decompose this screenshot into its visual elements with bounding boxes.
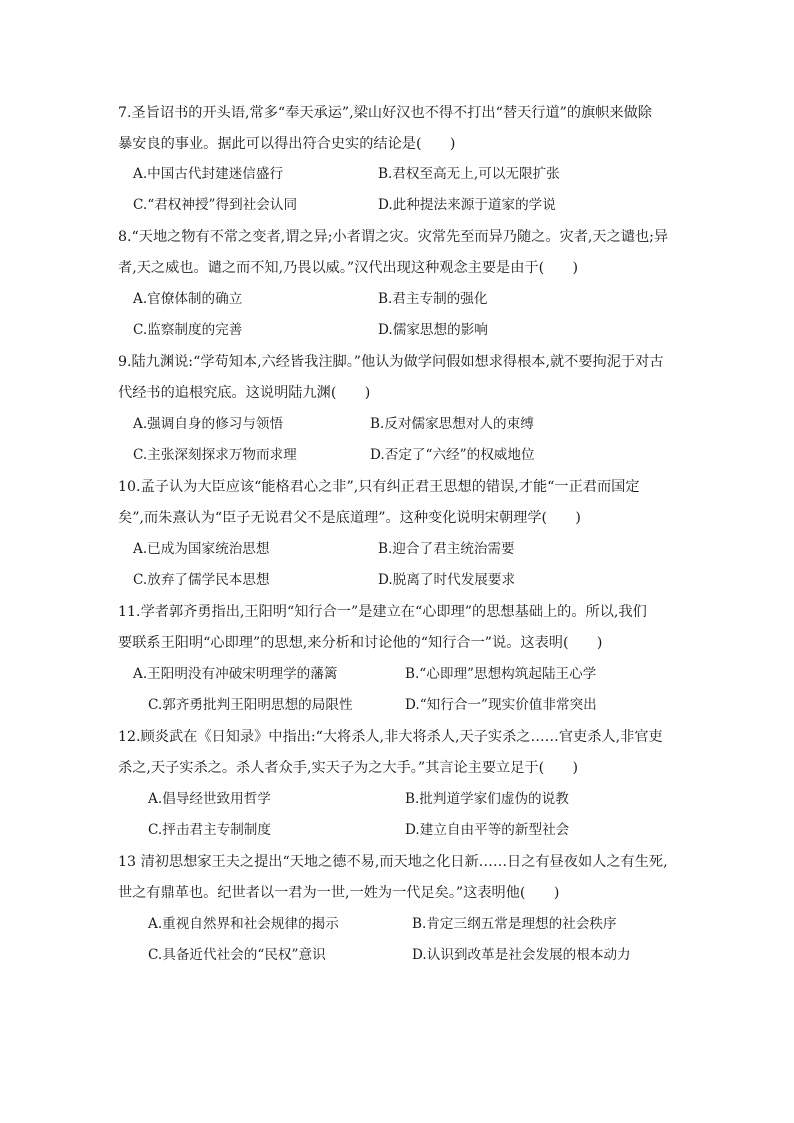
- question-13-stem: [118, 847, 678, 909]
- question-10-stem: [118, 472, 678, 534]
- option-b: B.迎合了君主统治需要: [378, 541, 515, 557]
- option-a: A.已成为国家统治思想: [133, 541, 270, 557]
- option-a: A.中国古代封建迷信盛行: [133, 166, 284, 182]
- stem-line: 10.孟子认为大臣应该“能格君心之非”,只有纠正君王思想的错误,才能“一正君而国定: [118, 479, 640, 495]
- option-c: C.抨击君主专制制度: [148, 822, 271, 838]
- stem-line: 矣”,而朱熹认为“臣子无说君父不是底道理”。这种变化说明宋朝理学( ): [118, 510, 581, 526]
- option-a: A.王阳明没有冲破宋明理学的藩篱: [133, 666, 338, 682]
- option-d: D.“知行合一”现实价值非常突出: [405, 697, 597, 713]
- stem-line: 7.圣旨诏书的开头语,常多“奉天承运”,梁山好汉也不得不打出“替天行道”的旗帜来做除: [118, 105, 652, 121]
- option-d: D.认识到改革是社会发展的根本动力: [412, 947, 631, 963]
- stem-line: 9.陆九渊说:“学苟知本,六经皆我注脚。”他认为做学问假如想求得根本,就不要拘泥于对古: [118, 354, 664, 370]
- stem-line: 者,天之威也。谴之而不知,乃畏以威。”汉代出现这种观念主要是由于( ): [118, 260, 579, 276]
- option-a: A.强调自身的修习与领悟: [133, 416, 284, 432]
- option-d: D.脱离了时代发展要求: [378, 572, 516, 588]
- stem-line: 要联系王阳明“心即理”的思想,来分析和讨论他的“知行合一”说。这表明( ): [118, 635, 603, 651]
- option-b: B.批判道学家们虚伪的说教: [405, 791, 569, 807]
- option-b: B.君主专制的强化: [378, 291, 488, 307]
- option-c: C.监察制度的完善: [133, 322, 243, 338]
- stem-line: 世之有鼎革也。纪世者以一君为一世,一姓为一代足矣。”这表明他( ): [118, 885, 560, 901]
- question-12-stem: [118, 722, 678, 784]
- question-8-stem: [118, 222, 678, 284]
- option-c: C.主张深刻探求万物而求理: [133, 447, 297, 463]
- stem-line: 13 清初思想家王夫之提出“天地之德不易,而天地之化日新……日之有昼夜如人之有生死,: [118, 854, 668, 870]
- option-d: D.否定了“六经”的权威地位: [370, 447, 535, 463]
- option-b: B.“心即理”思想构筑起陆王心学: [405, 666, 597, 682]
- option-b: B.反对儒家思想对人的束缚: [370, 416, 534, 432]
- stem-line: 12.顾炎武在《日知录》中指出:“大将杀人,非大将杀人,天子实杀之……官吏杀人,非官吏: [118, 729, 663, 745]
- question-7-stem: [118, 98, 678, 160]
- option-c: C.具备近代社会的“民权”意识: [148, 947, 326, 963]
- stem-line: 暴安良的事业。据此可以得出符合史实的结论是( ): [118, 136, 456, 152]
- question-9-stem: [118, 347, 678, 409]
- option-d: D.儒家思想的影响: [378, 322, 488, 338]
- option-a: A.官僚体制的确立: [133, 291, 243, 307]
- option-a: A.倡导经世致用哲学: [148, 791, 271, 807]
- stem-line: 8.“天地之物有不常之变者,谓之异;小者谓之灾。灾常先至而异乃随之。灾者,天之谴也;异: [118, 229, 669, 245]
- option-c: C.郭齐勇批判王阳明思想的局限性: [148, 697, 353, 713]
- option-d: D.此种提法来源于道家的学说: [378, 197, 556, 213]
- option-c: C.放弃了儒学民本思想: [133, 572, 270, 588]
- stem-line: 11.学者郭齐勇指出,王阳明“知行合一”是建立在“心即理”的思想基础上的。所以,我们: [118, 604, 647, 620]
- stem-line: 代经书的追根究底。这说明陆九渊( ): [118, 385, 371, 401]
- stem-line: 杀之,天子实杀之。杀人者众手,实天子为之大手。”其言论主要立足于( ): [118, 760, 579, 776]
- option-d: D.建立自由平等的新型社会: [405, 822, 570, 838]
- option-b: B.君权至高无上,可以无限扩张: [378, 166, 560, 182]
- option-c: C.“君权神授”得到社会认同: [133, 197, 298, 213]
- question-11-stem: [118, 597, 678, 659]
- option-b: B.肯定三纲五常是理想的社会秩序: [412, 916, 617, 932]
- option-a: A.重视自然界和社会规律的揭示: [148, 916, 339, 932]
